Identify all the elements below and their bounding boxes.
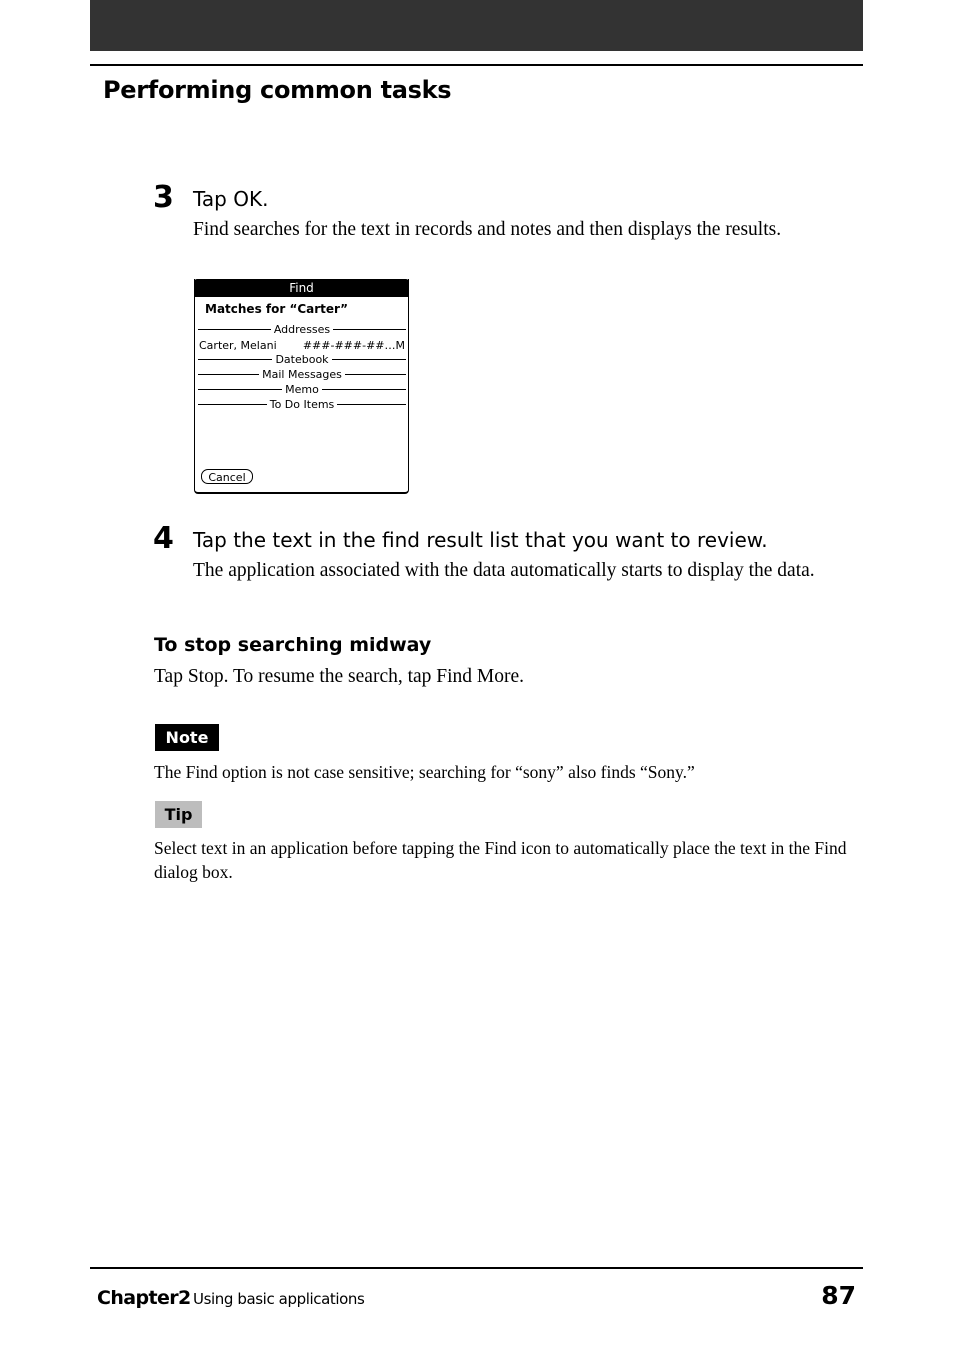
step-3-number: 3	[153, 180, 174, 215]
result-name: Carter, Melani	[199, 339, 277, 352]
category-mail-messages: Mail Messages	[198, 368, 406, 381]
step-3-body: Find searches for the text in records and notes and then displays the results.	[193, 219, 782, 240]
matches-label: Matches for “Carter”	[205, 302, 349, 316]
find-dialog-title: Find	[194, 279, 409, 297]
tip-badge: Tip	[155, 801, 202, 828]
note-text: The Find option is not case sensitive; searching for “sony” also finds “Sony.”	[154, 762, 695, 782]
footer-chapter: Chapter2	[97, 1287, 191, 1309]
tip-text: Select text in an application before tapping the Find icon to automatically place the text in the Find dialog box.	[154, 838, 847, 882]
step-4-heading: Tap the text in the find result list that you want to review.	[193, 528, 768, 552]
result-row[interactable]	[199, 339, 405, 352]
category-to-do-items: To Do Items	[198, 398, 406, 411]
step-3-heading: Tap OK.	[193, 187, 269, 211]
page-number: 87	[821, 1281, 856, 1310]
step-4-body: The application associated with the data automatically starts to display the data.	[193, 560, 815, 581]
result-value: ###-###-##…M	[302, 339, 405, 352]
category-addresses: Addresses	[198, 323, 406, 336]
category-memo: Memo	[198, 383, 406, 396]
stop-section-heading: To stop searching midway	[154, 634, 432, 656]
cancel-button[interactable]: Cancel	[201, 469, 253, 484]
section-title: Performing common tasks	[103, 76, 452, 104]
header-rule	[90, 64, 863, 66]
footer-rule	[90, 1267, 863, 1269]
step-4-number: 4	[153, 521, 174, 556]
header-bar	[90, 0, 863, 51]
category-datebook: Datebook	[198, 353, 406, 366]
find-dialog	[194, 279, 409, 494]
note-badge: Note	[155, 724, 219, 751]
footer-chapter-title: Using basic applications	[193, 1290, 365, 1308]
stop-section-body: Tap Stop. To resume the search, tap Find More.	[154, 666, 525, 687]
